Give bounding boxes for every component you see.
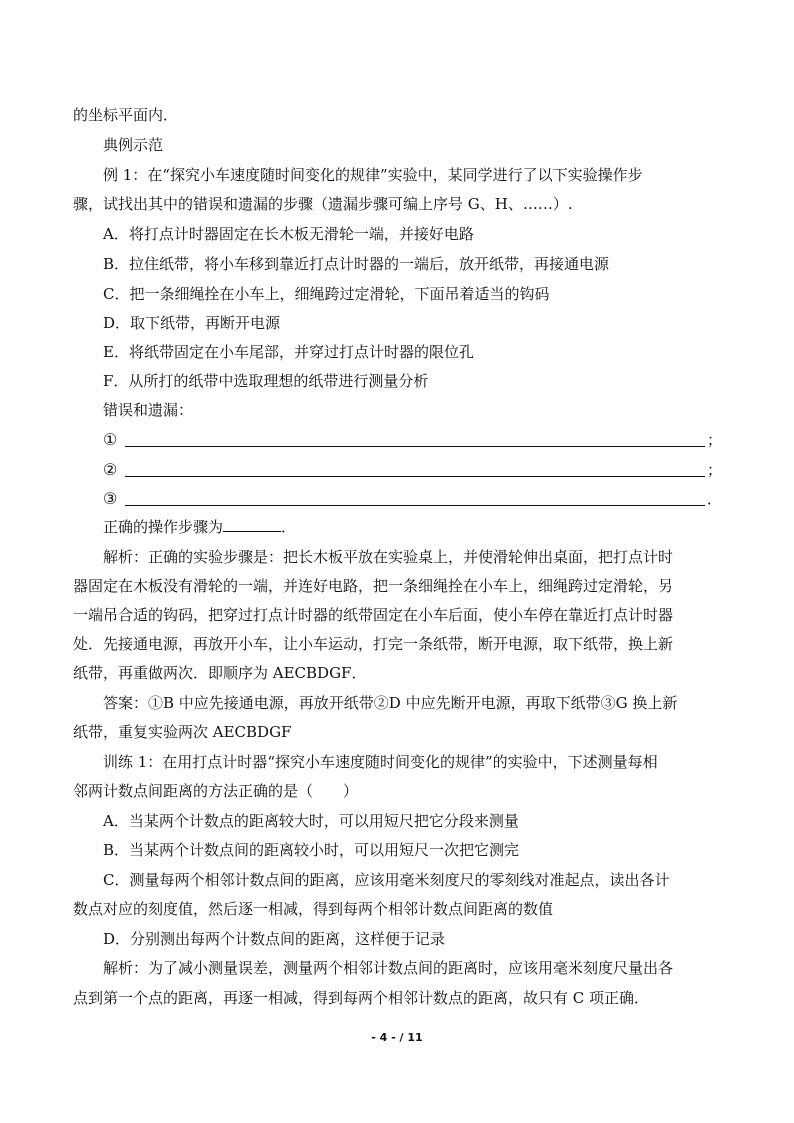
order-prefix: 正确的操作步骤为 [103,518,224,536]
blank-rule [125,460,705,477]
order-question-line [103,517,723,537]
analysis-line: 处．先接通电源，再放开小车，让小车运动，打完一条纸带，断开电源，取下纸带，换上新 [73,635,674,653]
order-blank [223,517,281,532]
training-option-c: 数点对应的刻度值，然后逐一相减，得到每两个相邻计数点间距离的数值 [73,900,554,918]
blank-number: ③ [103,489,118,508]
answer-blank-2 [103,458,723,480]
blank-rule [125,489,705,506]
training-analysis-line: 解析：为了减小测量误差，测量两个相邻计数点间的距离时，应该用毫米刻度尺量出各 [103,959,674,977]
example-question-line: 骤，试找出其中的错误和遗漏的步骤（遗漏步骤可编上序号 G、H、……）. [73,195,573,213]
option-a: A．将打点计时器固定在长木板无滑轮一端，并接好电路 [103,225,474,243]
blank-rule [125,430,705,447]
training-option-b: B．当某两个计数点间的距离较小时，可以用短尺一次把它测完 [103,841,520,859]
option-c: C．把一条细绳拴在小车上，细绳跨过定滑轮，下面吊着适当的钩码 [103,285,550,303]
training-question-line: 邻两计数点间距离的方法正确的是（ ） [73,782,359,800]
training-option-a: A．当某两个计数点的距离较大时，可以用短尺把它分段来测量 [103,812,519,830]
option-b: B．拉住纸带，将小车移到靠近打点计时器的一端后，放开纸带，再接通电源 [103,255,610,273]
answer-line: 答案：①B 中应先接通电源，再放开纸带②D 中应先断开电源，再取下纸带③G 换上新 [103,694,678,712]
training-option-d: D．分别测出每两个计数点间的距离，这样便于记录 [103,930,446,948]
blank-punctuation: ． [707,490,723,508]
analysis-line: 解析：正确的实验步骤是：把长木板平放在实验桌上，并使滑轮伸出桌面，把打点计时 [103,548,674,566]
analysis-line: 纸带，再重做两次．即顺序为 AECBDGF． [73,664,367,682]
errors-label: 错误和遗漏： [103,401,194,419]
analysis-line: 器固定在木板没有滑轮的一端，并连好电路，把一条细绳拴在小车上，细绳跨过定滑轮，另 [73,577,674,595]
answer-line: 纸带，重复实验两次 AECBDGF [73,723,292,741]
example-question-line: 例 1：在“探究小车速度随时间变化的规律”实验中，某同学进行了以下实验操作步 [103,166,643,184]
blank-number: ① [103,430,118,449]
answer-blank-1 [103,428,723,450]
blank-number: ② [103,460,118,479]
text-line: 的坐标平面内． [73,106,179,124]
order-suffix: ． [281,518,297,536]
training-question-line: 训练 1：在用打点计时器“探究小车速度随时间变化的规律”的实验中，下述测量每相 [103,753,658,771]
section-heading: 典例示范 [103,136,164,154]
training-option-c: C．测量每两个相邻计数点间的距离，应该用毫米刻度尺的零刻线对准起点，读出各计 [103,871,670,889]
option-d: D．取下纸带，再断开电源 [103,314,281,332]
training-analysis-line: 点到第一个点的距离，再逐一相减，得到每两个相邻计数点的距离，故只有 C 项正确． [73,989,650,1007]
blank-punctuation: ； [707,431,723,449]
blank-punctuation: ； [707,461,723,479]
option-e: E．将纸带固定在小车尾部，并穿过打点计时器的限位孔 [103,343,474,361]
answer-blank-3 [103,487,723,509]
analysis-line: 一端吊合适的钩码，把穿过打点计时器的纸带固定在小车后面，使小车停在靠近打点计时器 [73,606,674,624]
page-number: - 4 - / 11 [371,1031,423,1044]
option-f: F．从所打的纸带中选取理想的纸带进行测量分析 [103,372,429,390]
